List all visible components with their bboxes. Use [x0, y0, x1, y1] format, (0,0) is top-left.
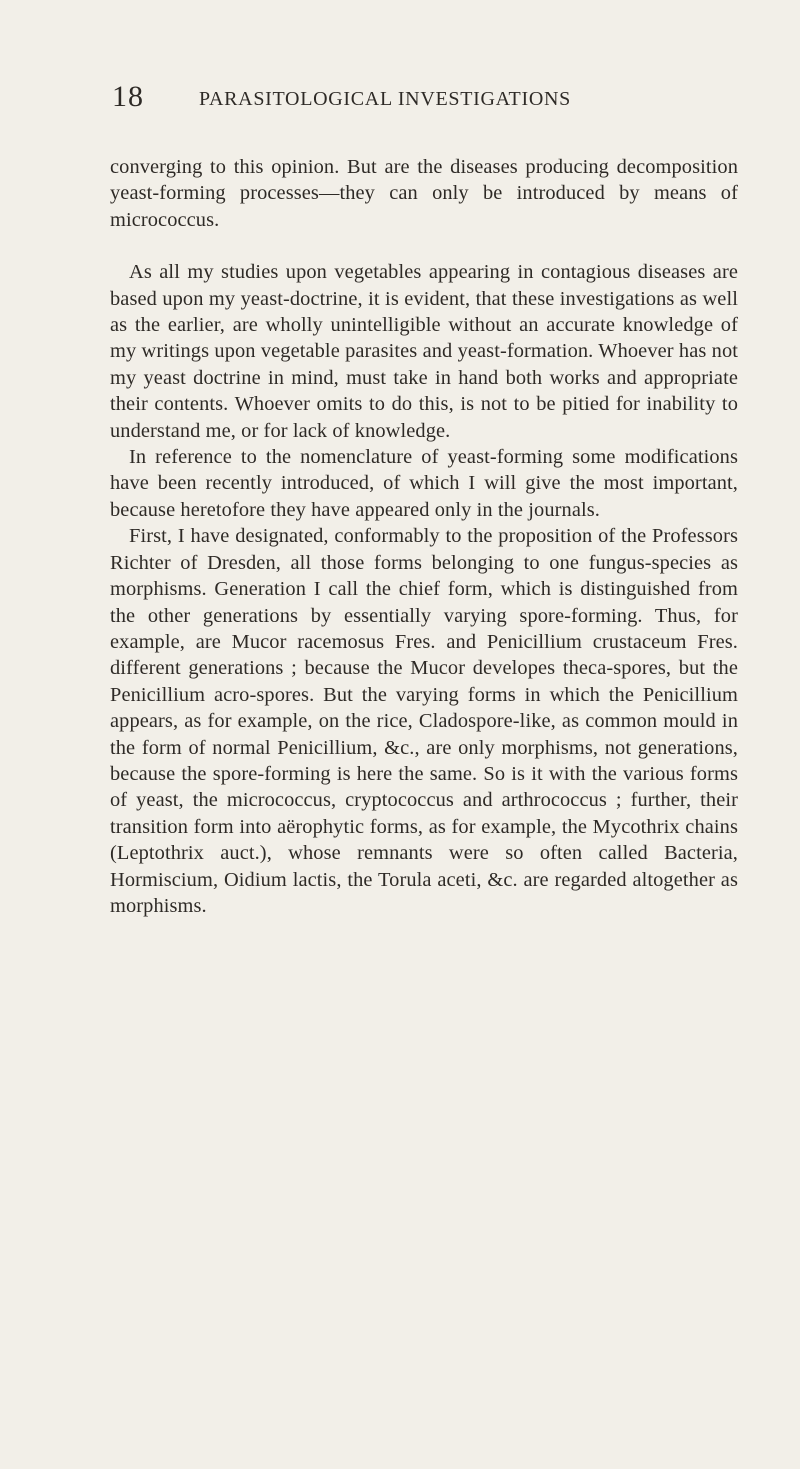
- body-text: [110, 154, 738, 919]
- paragraph: In reference to the nomenclature of yeast-forming some modifications have been recently introduced, of which I will give the most important, because heretofore they have appeared only in the journals.: [110, 446, 738, 521]
- page-header: [112, 79, 732, 119]
- paragraph-gap: [110, 233, 738, 259]
- paragraph: First, I have designated, conformably to the proposition of the Professors Richter of Dresden, all those forms belonging to one fungus-species as morphisms. Generation I call the chief form, which is distinguished from the other generations by essentially varying spore-forming. Thus, for example, are Mucor racemosus Fres. and Penicillium crustaceum Fres. different generations ; because the Mucor developes theca-spores, but the Penicillium acro-spores. But the varying forms in which the Penicillium appears, as for example, on the rice, Cladospore-like, as common mould in the form of normal Penicillium, &c., are only morphisms, not generations, because the spore-forming is here the same. So is it with the various forms of yeast, the micrococcus, cryptococcus and arthrococcus ; further, their transition form into aërophytic forms, as for example, the Mycothrix chains (Leptothrix auct.), whose remnants were so often called Bacteria, Hormiscium, Oidium lactis, the Torula aceti, &c. are regarded altogether as morphisms.: [110, 525, 738, 917]
- paragraph: As all my studies upon vegetables appearing in contagious diseases are based upon my yeast-doctrine, it is evident, that these investigations as well as the earlier, are wholly unintelligible without an accurate knowledge of my writings upon vegetable parasites and yeast-formation. Whoever has not my yeast doctrine in mind, must take in hand both works and appropriate their contents. Whoever omits to do this, is not to be pitied for inability to understand me, or for lack of knowledge.: [110, 261, 738, 442]
- page-number: 18: [112, 80, 144, 113]
- paragraph-continuation: converging to this opinion. But are the diseases producing decomposition yeast-forming processes—they can only be introduced by means of micrococcus.: [110, 156, 738, 231]
- running-head: PARASITOLOGICAL INVESTIGATIONS: [199, 88, 571, 110]
